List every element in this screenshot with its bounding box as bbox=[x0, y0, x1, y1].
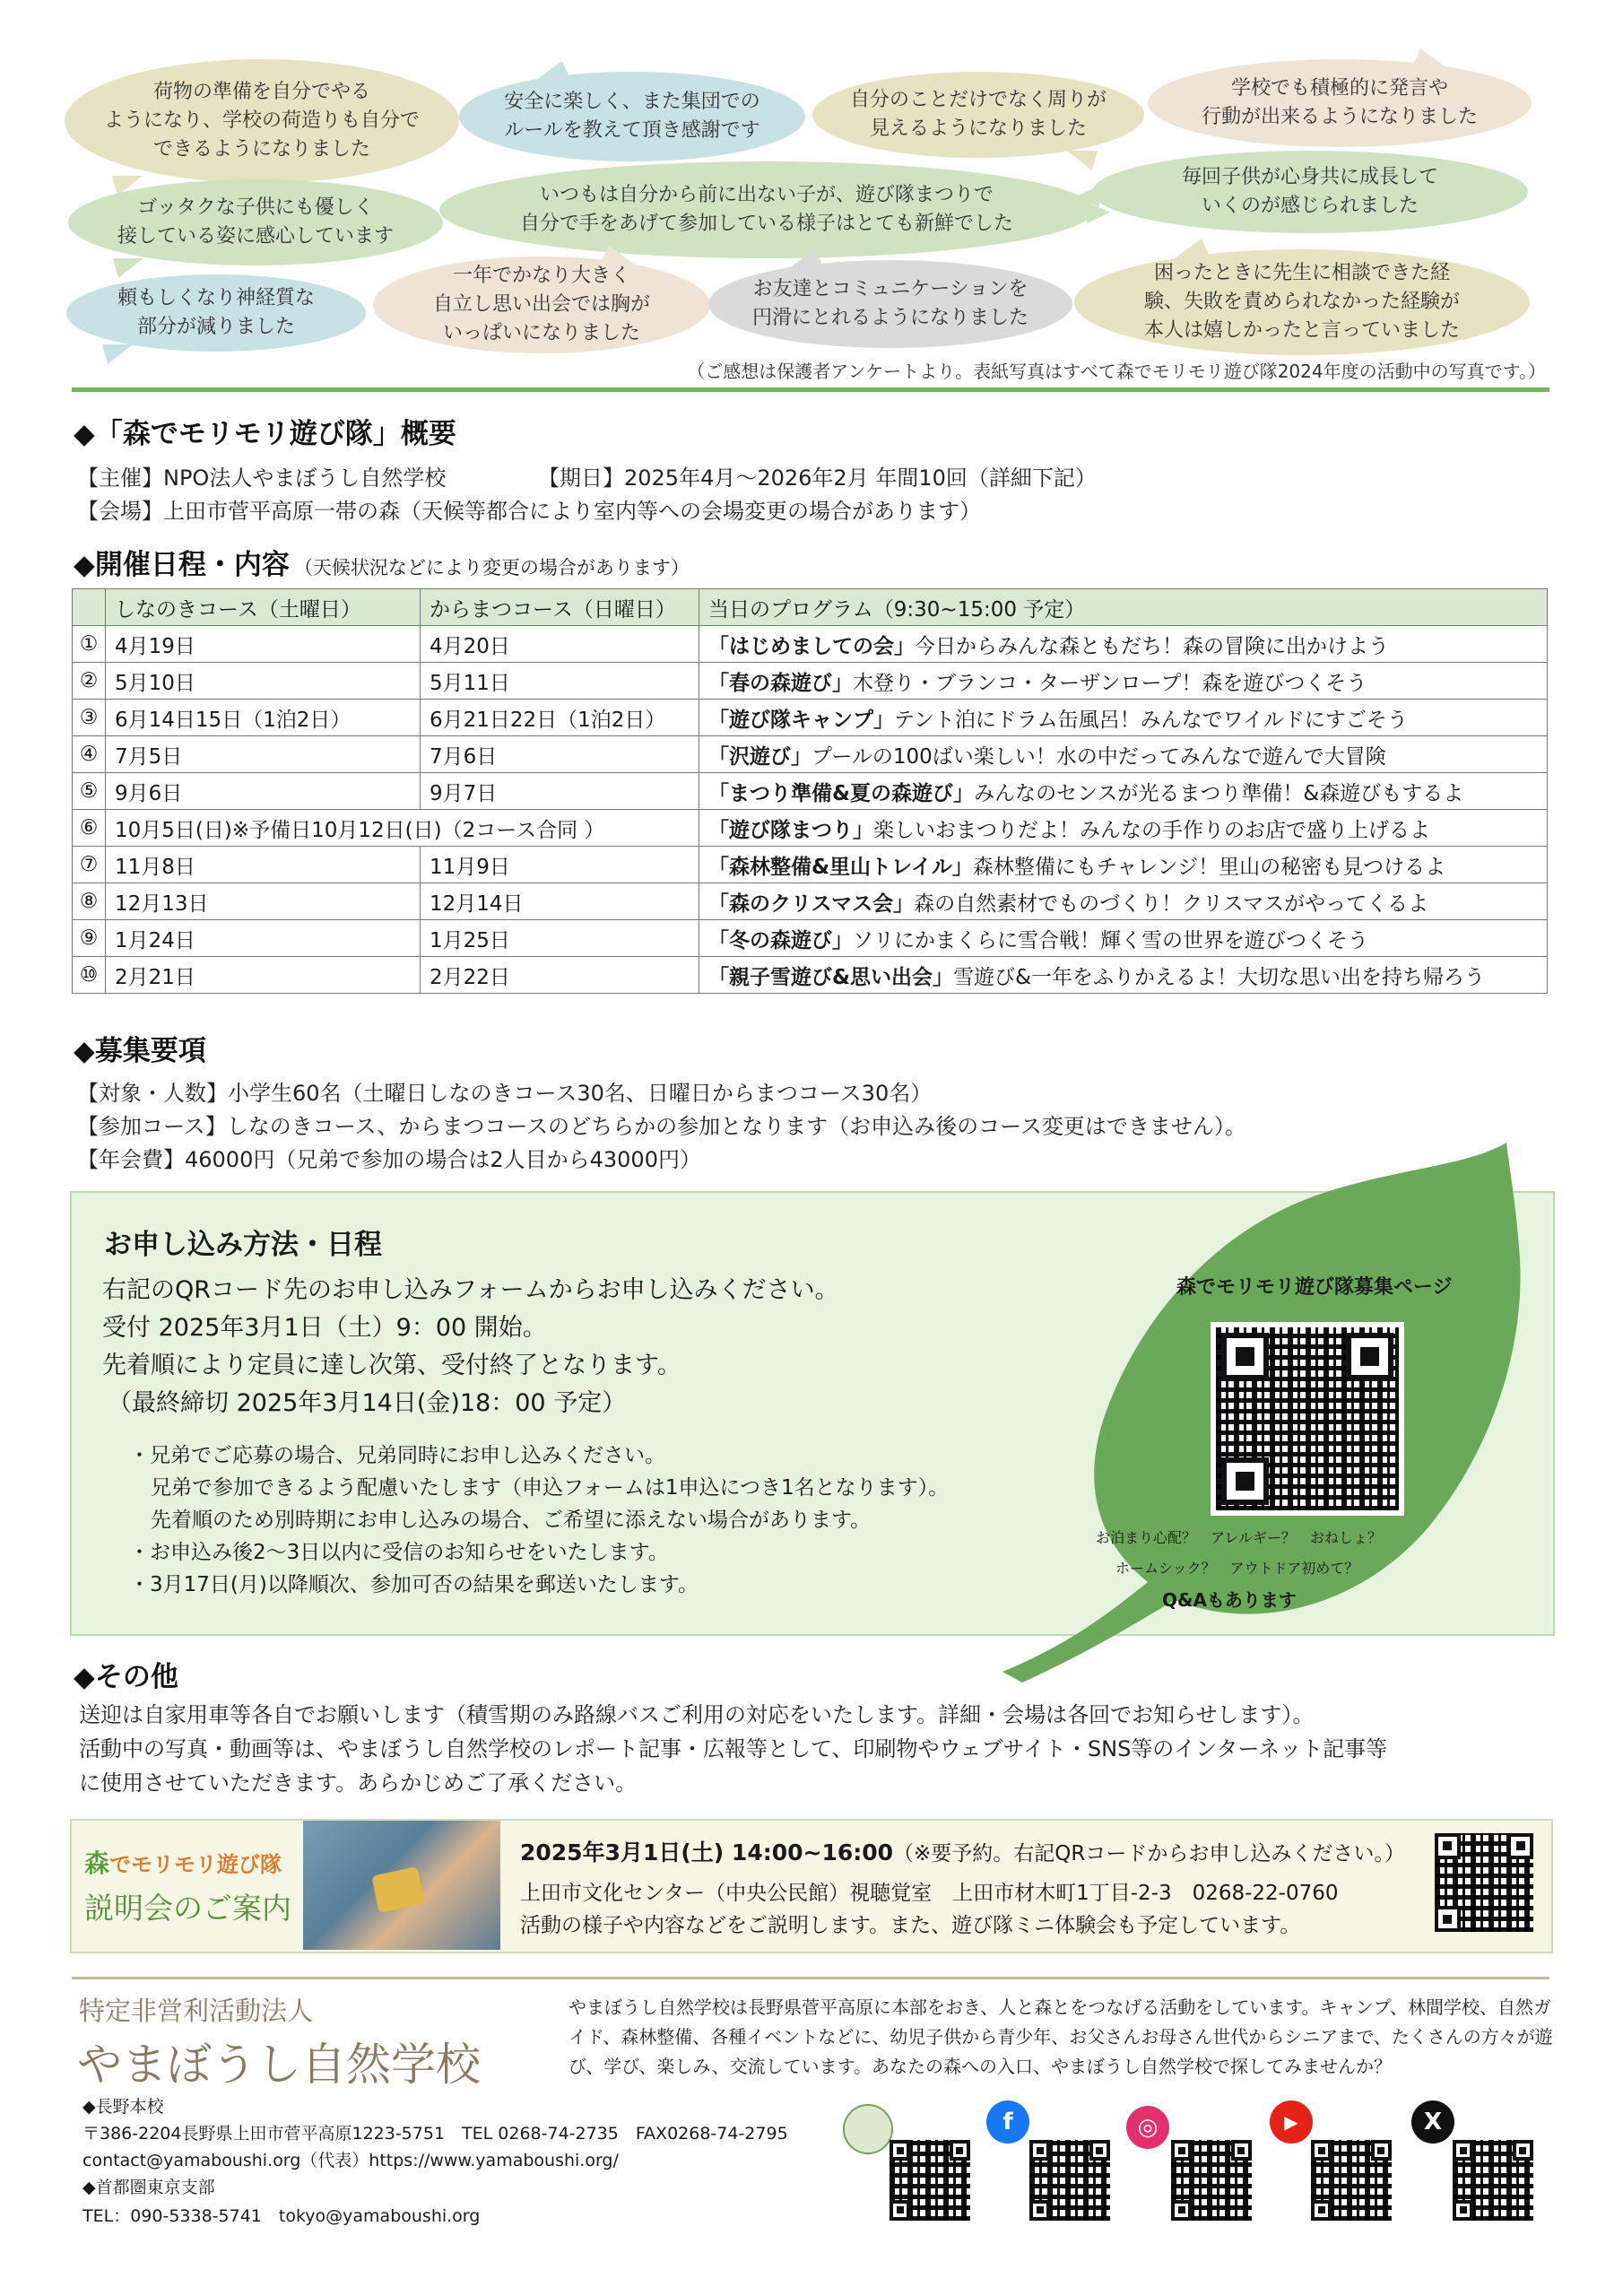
row-sunday-date: 6月21日22日（1泊2日） bbox=[421, 700, 699, 736]
schedule-row bbox=[73, 920, 1548, 957]
hq-label: ◆長野本校 bbox=[82, 2097, 164, 2117]
row-program bbox=[699, 847, 1548, 883]
comment-bubble: 一年でかなり大きく 自立し思い出会では胸が いっぱいになりました bbox=[373, 257, 710, 353]
comment-bubble: ゴッタクな子供にも優しく 接している姿に感心しています bbox=[68, 179, 443, 265]
schedule-row bbox=[73, 663, 1548, 700]
program-title: 「森林整備&里山トレイル」 bbox=[708, 855, 973, 879]
row-saturday-date: 4月19日 bbox=[106, 626, 421, 663]
comment-bubble: 毎回子供が心身共に成長して いくのが感じられました bbox=[1092, 151, 1528, 233]
youtube-icon[interactable]: ▶ bbox=[1270, 2100, 1313, 2144]
row-sunday-date: 11月9日 bbox=[421, 847, 699, 883]
overview-heading: ◆「森でモリモリ遊び隊」概要 bbox=[74, 418, 456, 450]
recruit-fee: 【年会費】46000円（兄弟で参加の場合は2人目から43000円） bbox=[77, 1147, 701, 1172]
row-sunday-date: 9月7日 bbox=[421, 773, 699, 810]
info-date-row bbox=[520, 1835, 1405, 1867]
info-brand bbox=[84, 1844, 282, 1880]
recruit-qr-code[interactable] bbox=[1211, 1322, 1404, 1516]
recruit-heading: ◆募集要項 bbox=[74, 1035, 206, 1067]
comment-bubble: お友達とコミュニケーションを 円滑にとれるようになりました bbox=[708, 260, 1072, 348]
row-saturday-date: 9月6日 bbox=[106, 773, 421, 810]
application-note: ・3月17日(月)以降順次、参加可否の結果を郵送いたします。 bbox=[129, 1573, 699, 1596]
application-line: 先着順により定員に達し次第、受付終了となります。 bbox=[102, 1352, 681, 1379]
row-number: ④ bbox=[73, 736, 106, 773]
program-desc: 雪遊び&一年をふりかえるよ！大切な思い出を持ち帰ろう bbox=[953, 965, 1485, 989]
program-title: 「春の森遊び」 bbox=[708, 671, 853, 695]
org-about: やまぼうし自然学校は長野県菅平高原に本部をおき、人と森とをつなげる活動をしています。キャンプ、林間学校、自然ガイド、森林整備、各種イベントなどに、幼児子供から青少年、お父さんお母さん世代からシニアまで、たくさんの方々が遊び、学び、楽しみ、交流しています。あなたの森への入口、やまぼうし自然学校で探してみませんか？ bbox=[568, 1996, 1553, 2077]
schedule-heading-note: （天候状況などにより変更の場合があります） bbox=[293, 557, 690, 578]
row-number: ③ bbox=[73, 700, 106, 736]
x-icon[interactable]: X bbox=[1411, 2100, 1454, 2144]
schedule-row bbox=[73, 700, 1548, 736]
application-heading: お申し込み方法・日程 bbox=[104, 1229, 382, 1261]
program-desc: 森の自然素材でものづくり！クリスマスがやってくるよ bbox=[914, 891, 1429, 916]
row-saturday-date: 7月5日 bbox=[106, 736, 421, 773]
info-place: 上田市文化センター（中央公民館）視聴覚室 上田市材木町1丁目-2-3 0268-22-0760 bbox=[520, 1882, 1339, 1905]
row-saturday-date: 12月13日 bbox=[106, 883, 421, 920]
comment-bubble: 困ったときに先生に相談できた経 験、失敗を責められなかった経験が 本人は嬉しかったと言っていました bbox=[1074, 249, 1530, 355]
org-name: やまぼうし自然学校 bbox=[77, 2039, 481, 2091]
application-note: ・兄弟でご応募の場合、兄弟同時にお申し込みください。 bbox=[129, 1444, 665, 1467]
row-program bbox=[699, 773, 1548, 810]
row-saturday-date: 6月14日15日（1泊2日） bbox=[106, 700, 421, 736]
leaf-title: 森でモリモリ遊び隊募集ページ bbox=[1176, 1276, 1453, 1299]
info-session-qr-code[interactable] bbox=[1435, 1833, 1533, 1932]
program-title: 「冬の森遊び」 bbox=[708, 928, 853, 952]
col-header-sunday: からまつコース（日曜日） bbox=[421, 589, 699, 626]
program-desc: 今日からみんな森ともだち！森の冒険に出かけよう bbox=[915, 634, 1389, 658]
row-saturday-date: 1月24日 bbox=[106, 920, 421, 957]
other-heading: ◆その他 bbox=[74, 1661, 178, 1693]
tokyo-label: ◆首都圏東京支部 bbox=[82, 2178, 215, 2197]
hq-web: contact@yamaboushi.org（代表）https://www.yamaboushi.org/ bbox=[82, 2151, 619, 2170]
application-line: 右記のQRコード先のお申し込みフォームからお申し込みください。 bbox=[102, 1276, 839, 1304]
schedule-heading-row bbox=[74, 542, 690, 582]
program-desc: みんなのセンスが光るまつり準備！&森遊びもするよ bbox=[974, 781, 1464, 805]
row-sunday-date: 4月20日 bbox=[421, 626, 699, 663]
row-program bbox=[699, 663, 1548, 700]
row-date-merged: 10月5日(日)※予備日10月12日(日)（2コース合同 ） bbox=[106, 810, 699, 847]
schedule-row bbox=[73, 847, 1548, 883]
website-qr-code[interactable] bbox=[890, 2140, 970, 2221]
leaf-qa-link[interactable]: Q&Aもあります bbox=[1162, 1589, 1297, 1611]
row-program bbox=[699, 736, 1548, 773]
comment-bubble: 荷物の準備を自分でやる ようになり、学校の荷造りも自分で できるようになりました bbox=[65, 59, 459, 183]
table-header-row bbox=[73, 589, 1548, 626]
application-note: 先着順のため別時期にお申し込みの場合、ご希望に添えない場合があります。 bbox=[151, 1509, 872, 1532]
application-deadline: （最終締切 2025年3月14日(金)18：00 予定） bbox=[108, 1389, 627, 1417]
schedule-row bbox=[73, 626, 1548, 663]
footer-divider bbox=[72, 1977, 1549, 1979]
row-number: ⑦ bbox=[73, 847, 106, 883]
org-seal-icon bbox=[843, 2104, 893, 2154]
program-desc: 森林整備にもチャレンジ！里山の秘密も見つけるよ bbox=[972, 855, 1446, 879]
comment-bubble: 頼もしくなり神経質な 部分が減りました bbox=[66, 274, 366, 352]
schedule-row bbox=[73, 736, 1548, 773]
row-number: ② bbox=[73, 663, 106, 700]
schedule-row bbox=[73, 957, 1548, 994]
row-program bbox=[699, 700, 1548, 736]
facebook-qr-code[interactable] bbox=[1029, 2140, 1110, 2221]
program-desc: プールの100ばい楽しい！水の中だってみんなで遊んで大冒険 bbox=[812, 744, 1386, 769]
col-header-saturday: しなのきコース（土曜日） bbox=[106, 589, 421, 626]
info-title: 説明会のご案内 bbox=[84, 1891, 291, 1926]
row-program bbox=[699, 920, 1548, 957]
row-program bbox=[699, 883, 1548, 920]
instagram-qr-code[interactable] bbox=[1171, 2140, 1252, 2221]
tokyo-contact: TEL：090-5338-5741 tokyo@yamaboushi.org bbox=[82, 2206, 481, 2226]
comment-bubble: 学校でも積極的に発言や 行動が出来るようになりました bbox=[1148, 59, 1532, 147]
facebook-icon[interactable]: f bbox=[986, 2100, 1029, 2144]
info-brand-rest: でモリモリ遊び隊 bbox=[109, 1852, 282, 1877]
schedule-row bbox=[73, 810, 1548, 847]
other-line: に使用させていただきます。あらかじめご了承ください。 bbox=[79, 1770, 638, 1796]
other-line: 送迎は自家用車等各自でお願いします（積雪期のみ路線バスご利用の対応をいたします。詳細・会場は各回でお知らせします）。 bbox=[79, 1702, 1315, 1727]
info-brand-forest: 森 bbox=[84, 1848, 110, 1878]
row-sunday-date: 5月11日 bbox=[421, 663, 699, 700]
application-note: ・お申込み後2～3日以内に受信のお知らせをいたします。 bbox=[129, 1541, 669, 1564]
info-photo bbox=[303, 1821, 500, 1950]
program-desc: ソリにかまくらに雪合戦！輝く雪の世界を遊びつくそう bbox=[853, 928, 1368, 952]
program-desc: 木登り・ブランコ・ターザンロープ！森を遊びつくそう bbox=[853, 671, 1367, 695]
application-line: 受付 2025年3月1日（土）9：00 開始。 bbox=[102, 1314, 547, 1342]
row-number: ⑥ bbox=[73, 810, 106, 847]
survey-note: （ご感想は保護者アンケートより。表紙写真はすべて森でモリモリ遊び隊2024年度の活動中の写真です。） bbox=[687, 361, 1546, 382]
schedule-heading: ◆開催日程・内容 bbox=[74, 549, 290, 581]
other-line: 活動中の写真・動画等は、やまぼうし自然学校のレポート記事・広報等として、印刷物やウェブサイト・SNS等のインターネット記事等 bbox=[79, 1736, 1388, 1761]
row-program bbox=[699, 626, 1548, 663]
overview-organizer: 【主催】NPO法人やまぼうし自然学校 bbox=[77, 465, 447, 491]
program-desc: 楽しいおまつりだよ！みんなの手作りのお店で盛り上げるよ bbox=[873, 818, 1430, 842]
info-desc: 活動の様子や内容などをご説明します。また、遊び隊ミニ体験会も予定しています。 bbox=[520, 1914, 1301, 1937]
overview-period: 【期日】2025年4月～2026年2月 年間10回（詳細下記） bbox=[538, 465, 1097, 491]
program-title: 「親子雪遊び&思い出会」 bbox=[708, 965, 954, 989]
row-number: ① bbox=[73, 626, 106, 663]
row-sunday-date: 7月6日 bbox=[421, 736, 699, 773]
application-note: 兄弟で参加できるよう配慮いたします（申込フォームは1申込につき1名となります）。 bbox=[151, 1476, 950, 1500]
schedule-row bbox=[73, 883, 1548, 920]
row-number: ⑩ bbox=[73, 957, 106, 994]
row-saturday-date: 5月10日 bbox=[106, 663, 421, 700]
recruit-target: 【対象・人数】小学生60名（土曜日しなのきコース30名、日曜日からまつコース30名） bbox=[77, 1081, 933, 1106]
program-title: 「遊び隊キャンプ」 bbox=[708, 708, 894, 732]
col-header-number bbox=[73, 589, 106, 626]
row-number: ⑤ bbox=[73, 773, 106, 810]
youtube-qr-code[interactable] bbox=[1311, 2140, 1392, 2221]
row-sunday-date: 1月25日 bbox=[421, 920, 699, 957]
row-number: ⑨ bbox=[73, 920, 106, 957]
schedule-table bbox=[72, 588, 1548, 994]
program-title: 「はじめましての会」 bbox=[708, 634, 915, 658]
program-title: 「沢遊び」 bbox=[708, 744, 812, 769]
comment-bubble: 自分のことだけでなく周りが 見えるようになりました bbox=[812, 72, 1144, 158]
recruit-course: 【参加コース】しなのきコース、からまつコースのどちらかの参加となります（お申込み後のコース変更はできません）。 bbox=[77, 1114, 1246, 1139]
green-divider bbox=[72, 387, 1549, 392]
hq-address: 〒386-2204長野県上田市菅平高原1223-5751 TEL 0268-74-2735 FAX0268-74-2795 bbox=[82, 2124, 788, 2144]
program-title: 「森のクリスマス会」 bbox=[708, 891, 915, 916]
program-title: 「まつり準備&夏の森遊び」 bbox=[708, 781, 975, 805]
row-program bbox=[699, 810, 1548, 847]
instagram-icon[interactable]: ◎ bbox=[1126, 2106, 1169, 2149]
program-title: 「遊び隊まつり」 bbox=[708, 818, 873, 842]
row-number: ⑧ bbox=[73, 883, 106, 920]
leaf-faq: ホームシック？ アウトドア初めて？ bbox=[1115, 1560, 1359, 1577]
row-saturday-date: 11月8日 bbox=[106, 847, 421, 883]
comment-bubble: 安全に楽しく、また集団での ルールを教えて頂き感謝です bbox=[459, 72, 805, 161]
info-date-note: （※要予約。右記QRコードからお申し込みください。） bbox=[893, 1842, 1405, 1866]
info-date: 2025年3月1日(土) 14:00~16:00 bbox=[520, 1839, 894, 1866]
col-header-program: 当日のプログラム（9:30~15:00 予定） bbox=[699, 589, 1548, 626]
org-type: 特定非営利活動法人 bbox=[79, 1996, 314, 2026]
row-sunday-date: 2月22日 bbox=[421, 957, 699, 994]
row-program bbox=[699, 957, 1548, 994]
row-sunday-date: 12月14日 bbox=[421, 883, 699, 920]
leaf-faq: お泊まり心配？ アレルギー？ おねしょ？ bbox=[1096, 1529, 1382, 1546]
schedule-row bbox=[73, 773, 1548, 810]
comment-bubble: いつもは自分から前に出ない子が、遊び隊まつりで 自分で手をあげて参加している様子はとても新鮮でした bbox=[439, 161, 1094, 258]
row-saturday-date: 2月21日 bbox=[106, 957, 421, 994]
overview-venue: 【会場】上田市菅平高原一帯の森（天候等都合により室内等への会場変更の場合があります） bbox=[77, 499, 981, 524]
x-qr-code[interactable] bbox=[1453, 2140, 1533, 2221]
program-desc: テント泊にドラム缶風呂！みんなでワイルドにすごそう bbox=[894, 708, 1408, 732]
